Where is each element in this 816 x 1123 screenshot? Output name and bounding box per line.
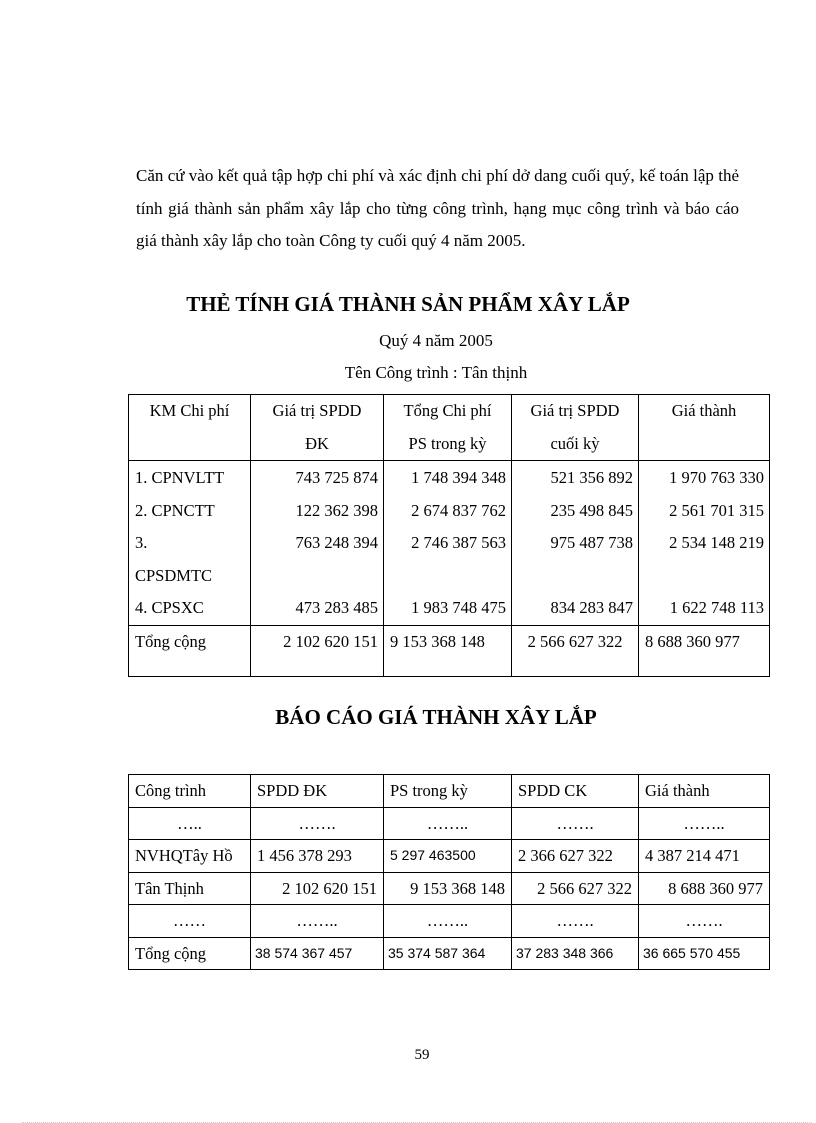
table-row [129,840,770,873]
cell-value: 834 283 847 [512,592,639,625]
total-value: 36 665 570 455 [639,937,770,970]
cell-project: NVHQTây Hồ [129,840,251,873]
cell-value: 2 674 837 762 [384,495,512,528]
table-row [129,905,770,938]
row-label: 4. CPSXC [129,592,251,625]
cell-value: 122 362 398 [251,495,384,528]
cell-value: 2 534 148 219 [639,527,770,592]
cell-value: 975 487 738 [512,527,639,592]
cell-value: 1 456 378 293 [251,840,384,873]
total-label: Tổng cộng [129,937,251,970]
total-value: 8 688 360 977 [639,625,770,676]
total-value: 2 102 620 151 [251,625,384,676]
cell-value: 2 746 387 563 [384,527,512,592]
header-cost-price: Giá thành [639,775,770,808]
total-value: 2 566 627 322 [512,625,639,676]
cell-value: 4 387 214 471 [639,840,770,873]
cell-value: ……. [251,807,384,840]
cell-value: ……. [512,807,639,840]
cell-value: ……. [639,905,770,938]
total-value: 35 374 587 364 [384,937,512,970]
cell-value: 521 356 892 [512,461,639,495]
cell-value: ….. [129,807,251,840]
header-closing-wip: SPDD CK [512,775,639,808]
cell-project: Tân Thịnh [129,872,251,905]
cell-value: …… [129,905,251,938]
header-opening-wip: Giá trị SPDD ĐK [251,395,384,461]
table-row [129,495,770,528]
cell-value: …….. [251,905,384,938]
table-row [129,807,770,840]
cell-value: 763 248 394 [251,527,384,592]
table-total-row [129,937,770,970]
cell-value: 473 283 485 [251,592,384,625]
header-period-cost: PS trong kỳ [384,775,512,808]
total-label: Tổng cộng [129,625,251,676]
total-value: 9 153 368 148 [384,625,512,676]
total-value: 37 283 348 366 [512,937,639,970]
cell-value: 2 102 620 151 [251,872,384,905]
cell-value: 1 970 763 330 [639,461,770,495]
row-label: 2. CPNCTT [129,495,251,528]
cell-value: …….. [384,807,512,840]
intro-paragraph: Căn cứ vào kết quả tập hợp chi phí và xác định chi phí dở dang cuối quý, kế toán lập thẻ tính giá thành sản phẩm xây lắp cho từng công trình, hạng mục công trình và báo cáo giá thành xây lắp cho toàn Công ty cuối quý 4 năm 2005. [136,166,739,250]
cell-value: 8 688 360 977 [639,872,770,905]
row-label: 1. CPNVLTT [129,461,251,495]
cost-report-table [128,774,770,970]
header-opening-wip: SPDD ĐK [251,775,384,808]
card-project-name: Tên Công trình : Tân thịnh [344,363,528,382]
table-total-row [129,625,770,676]
cell-value: ……. [512,905,639,938]
cell-value: 5 297 463500 [384,840,512,873]
page-number: 59 [414,1047,430,1063]
cell-value: 1 983 748 475 [384,592,512,625]
table-row [129,461,770,495]
table-row [129,872,770,905]
cell-value: 1 622 748 113 [639,592,770,625]
header-closing-wip: Giá trị SPDD cuối kỳ [512,395,639,461]
total-value: 38 574 367 457 [251,937,384,970]
cell-value: 2 566 627 322 [512,872,639,905]
cell-value: 2 366 627 322 [512,840,639,873]
row-label: 3. CPSDMTC [129,527,251,592]
cell-value: …….. [384,905,512,938]
cell-value: 9 153 368 148 [384,872,512,905]
header-cost-item: KM Chi phí [129,395,251,461]
header-cost-price: Giá thành [639,395,770,461]
cell-value: 743 725 874 [251,461,384,495]
report-title: BÁO CÁO GIÁ THÀNH XÂY LẮP [275,705,597,729]
header-project: Công trình [129,775,251,808]
table-row [129,592,770,625]
cell-value: …….. [639,807,770,840]
table-header-row [129,775,770,808]
cost-card-table [128,394,770,677]
card-period: Quý 4 năm 2005 [379,331,493,350]
table-header-row [129,395,770,461]
cell-value: 2 561 701 315 [639,495,770,528]
card-title: THẺ TÍNH GIÁ THÀNH SẢN PHẨM XÂY LẮP [186,292,630,316]
cell-value: 235 498 845 [512,495,639,528]
table-row [129,527,770,592]
header-period-cost: Tổng Chi phí PS trong kỳ [384,395,512,461]
cell-value: 1 748 394 348 [384,461,512,495]
